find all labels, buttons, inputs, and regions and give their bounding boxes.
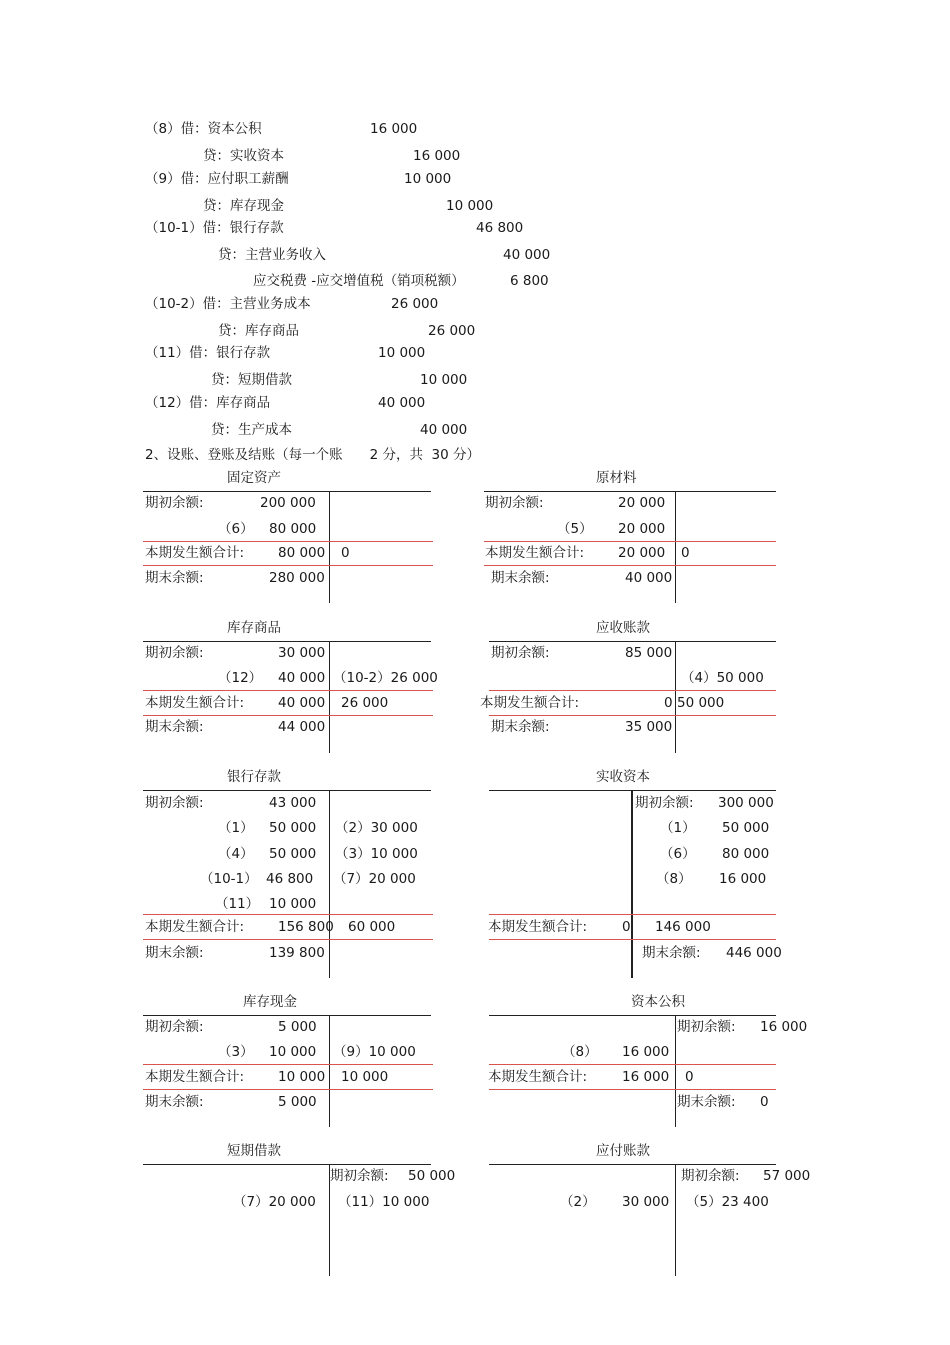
credit-total: 0 (341, 545, 350, 561)
entry-value: 16 000 (719, 871, 767, 887)
journal-line-text: 贷：库存商品 (218, 323, 299, 339)
entry-value: 30 000 (622, 1194, 670, 1210)
journal-line-text: 贷：实收资本 (203, 148, 284, 164)
closing-value: 446 000 (726, 945, 782, 961)
account-top-rule (484, 491, 776, 492)
journal-line-text: 贷：生产成本 (211, 422, 292, 438)
account-title: 应收账款 (596, 620, 650, 636)
closing-label: 期末余额: (642, 945, 701, 961)
opening-value: 57 000 (763, 1168, 811, 1184)
closing-value: 35 000 (625, 719, 673, 735)
account-divider (329, 790, 330, 978)
entry-ref: （3） (218, 1044, 254, 1060)
account-title: 短期借款 (227, 1143, 281, 1159)
account-divider (329, 1015, 330, 1127)
journal-line-amount: 10 000 (420, 372, 468, 388)
entry-ref: （4） (218, 846, 254, 862)
opening-value: 5 000 (278, 1019, 317, 1035)
entry-ref: （6） (660, 846, 696, 862)
debit-total: 156 800 (278, 919, 334, 935)
debit-total: 80 000 (278, 545, 326, 561)
closing-value: 5 000 (278, 1094, 317, 1110)
journal-line-text: （11）借：银行存款 (145, 345, 271, 361)
debit-total: 20 000 (618, 545, 666, 561)
entry-ref: （5） (557, 521, 593, 537)
closing-label: 期末余额: (145, 719, 204, 735)
closing-value: 0 (760, 1094, 769, 1110)
credit-entry: （5）23 400 (686, 1194, 769, 1210)
red-rule (143, 690, 433, 691)
account-title: 银行存款 (227, 769, 281, 785)
account-title: 资本公积 (631, 994, 685, 1010)
entry-value: 46 800 (266, 871, 314, 887)
entry-ref: （8） (562, 1044, 598, 1060)
closing-label: 期末余额: (491, 570, 550, 586)
red-rule (489, 939, 776, 940)
entry-value: 40 000 (278, 670, 326, 686)
opening-label: 期初余额: (145, 645, 204, 661)
red-rule (489, 1089, 776, 1090)
account-divider (675, 641, 676, 753)
journal-line-amount: 10 000 (378, 345, 426, 361)
entry-ref: （1） (218, 820, 254, 836)
account-title: 实收资本 (596, 769, 650, 785)
total-label: 本期发生额合计: (480, 695, 580, 711)
debit-entry: （7）20 000 (233, 1194, 316, 1210)
account-divider (675, 1164, 676, 1276)
credit-total: 146 000 (655, 919, 711, 935)
red-rule (143, 541, 433, 542)
total-label: 本期发生额合计: (488, 1069, 588, 1085)
red-rule (143, 1064, 433, 1065)
red-rule (489, 715, 776, 716)
red-rule (484, 565, 776, 566)
closing-label: 期末余额: (145, 945, 204, 961)
account-top-rule (489, 641, 776, 642)
account-top-rule (489, 1164, 776, 1165)
credit-entry: （9）10 000 (333, 1044, 416, 1060)
account-top-rule (143, 491, 431, 492)
account-title: 固定资产 (227, 470, 281, 486)
journal-line-text: （10-2）借：主营业务成本 (145, 296, 311, 312)
entry-ref: （12） (218, 670, 263, 686)
entry-value: 16 000 (622, 1044, 670, 1060)
opening-label: 期初余额: (145, 495, 204, 511)
debit-total: 40 000 (278, 695, 326, 711)
entry-value: 10 000 (269, 1044, 317, 1060)
journal-line-amount: 40 000 (378, 395, 426, 411)
opening-value: 300 000 (718, 795, 774, 811)
closing-value: 280 000 (269, 570, 325, 586)
account-top-rule (489, 1015, 776, 1016)
closing-label: 期末余额: (145, 570, 204, 586)
opening-label: 期初余额: (635, 795, 694, 811)
debit-total: 0 (664, 695, 673, 711)
journal-line-amount: 26 000 (428, 323, 476, 339)
entry-value: 50 000 (269, 846, 317, 862)
journal-line-amount: 26 000 (391, 296, 439, 312)
debit-total: 10 000 (278, 1069, 326, 1085)
entry-ref: （6） (218, 521, 254, 537)
opening-value: 200 000 (260, 495, 316, 511)
red-rule (143, 565, 433, 566)
credit-entry: （11）10 000 (338, 1194, 430, 1210)
opening-label: 期初余额: (681, 1168, 740, 1184)
account-top-rule (143, 790, 431, 791)
red-rule (489, 690, 776, 691)
total-label: 本期发生额合计: (145, 545, 245, 561)
credit-total: 60 000 (348, 919, 396, 935)
total-label: 本期发生额合计: (145, 695, 245, 711)
opening-label: 期初余额: (677, 1019, 736, 1035)
opening-label: 期初余额: (485, 495, 544, 511)
opening-value: 43 000 (269, 795, 317, 811)
red-rule (489, 1064, 776, 1065)
debit-total: 0 (622, 919, 631, 935)
opening-value: 50 000 (408, 1168, 456, 1184)
closing-value: 40 000 (625, 570, 673, 586)
journal-line-text: （12）借：库存商品 (145, 395, 271, 411)
entry-ref: （1） (660, 820, 696, 836)
entry-value: 50 000 (722, 820, 770, 836)
total-label: 本期发生额合计: (485, 545, 585, 561)
total-label: 本期发生额合计: (145, 1069, 245, 1085)
journal-line-amount: 16 000 (370, 121, 418, 137)
credit-total: 50 000 (677, 695, 725, 711)
journal-line-text: 贷：短期借款 (211, 372, 292, 388)
journal-line-amount: 46 800 (476, 220, 524, 236)
entry-value: 50 000 (269, 820, 317, 836)
credit-entry: （4）50 000 (681, 670, 764, 686)
closing-value: 44 000 (278, 719, 326, 735)
opening-value: 85 000 (625, 645, 673, 661)
closing-label: 期末余额: (491, 719, 550, 735)
opening-value: 30 000 (278, 645, 326, 661)
account-divider (329, 641, 330, 753)
journal-line-amount: 16 000 (413, 148, 461, 164)
account-title: 应付账款 (596, 1143, 650, 1159)
credit-total: 26 000 (341, 695, 389, 711)
account-top-rule (143, 1015, 431, 1016)
closing-label: 期末余额: (677, 1094, 736, 1110)
red-rule (143, 914, 433, 915)
journal-line-text: （8）借：资本公积 (145, 121, 262, 137)
entry-value: 80 000 (269, 521, 317, 537)
opening-label: 期初余额: (145, 795, 204, 811)
opening-label: 期初余额: (145, 1019, 204, 1035)
account-divider (675, 1015, 676, 1127)
journal-line-amount: 40 000 (420, 422, 468, 438)
journal-line-amount: 6 800 (510, 273, 549, 289)
credit-total: 0 (685, 1069, 694, 1085)
account-top-rule (143, 1164, 431, 1165)
total-label: 本期发生额合计: (145, 919, 245, 935)
credit-total: 10 000 (341, 1069, 389, 1085)
credit-entry: （3）10 000 (335, 846, 418, 862)
entry-ref: （2） (560, 1194, 596, 1210)
entry-value: 10 000 (269, 896, 317, 912)
entry-value: 20 000 (618, 521, 666, 537)
journal-line-text: （9）借：应付职工薪酬 (145, 171, 289, 187)
account-top-rule (143, 641, 431, 642)
journal-line-text: （10-1）借：银行存款 (145, 220, 284, 236)
credit-total: 0 (681, 545, 690, 561)
opening-label: 期初余额: (330, 1168, 389, 1184)
journal-line-text: 贷：库存现金 (203, 198, 284, 214)
account-divider (631, 790, 633, 978)
journal-line-text: 贷：主营业务收入 (218, 247, 326, 263)
entry-ref: （10-1） (200, 871, 258, 887)
entry-ref: （11） (215, 896, 260, 912)
credit-entry: （10-2）26 000 (333, 670, 438, 686)
opening-value: 20 000 (618, 495, 666, 511)
account-divider (329, 491, 330, 603)
closing-value: 139 800 (269, 945, 325, 961)
red-rule (484, 541, 776, 542)
red-rule (143, 715, 433, 716)
opening-label: 期初余额: (491, 645, 550, 661)
red-rule (489, 914, 776, 915)
total-label: 本期发生额合计: (488, 919, 588, 935)
closing-label: 期末余额: (145, 1094, 204, 1110)
account-title: 库存商品 (227, 620, 281, 636)
journal-line-amount: 40 000 (503, 247, 551, 263)
opening-value: 16 000 (760, 1019, 808, 1035)
account-title: 原材料 (596, 470, 637, 486)
red-rule (143, 1089, 433, 1090)
entry-ref: （8） (656, 871, 692, 887)
journal-line-amount: 10 000 (446, 198, 494, 214)
red-rule (143, 939, 433, 940)
section-heading: 2、设账、登账及结账（每一个账 2 分，共 30 分） (145, 447, 481, 463)
journal-line-text: 应交税费 -应交增值税（销项税额） (253, 273, 465, 289)
entry-value: 80 000 (722, 846, 770, 862)
account-title: 库存现金 (243, 994, 297, 1010)
journal-line-amount: 10 000 (404, 171, 452, 187)
debit-total: 16 000 (622, 1069, 670, 1085)
account-divider (675, 491, 676, 603)
credit-entry: （2）30 000 (335, 820, 418, 836)
credit-entry: （7）20 000 (333, 871, 416, 887)
